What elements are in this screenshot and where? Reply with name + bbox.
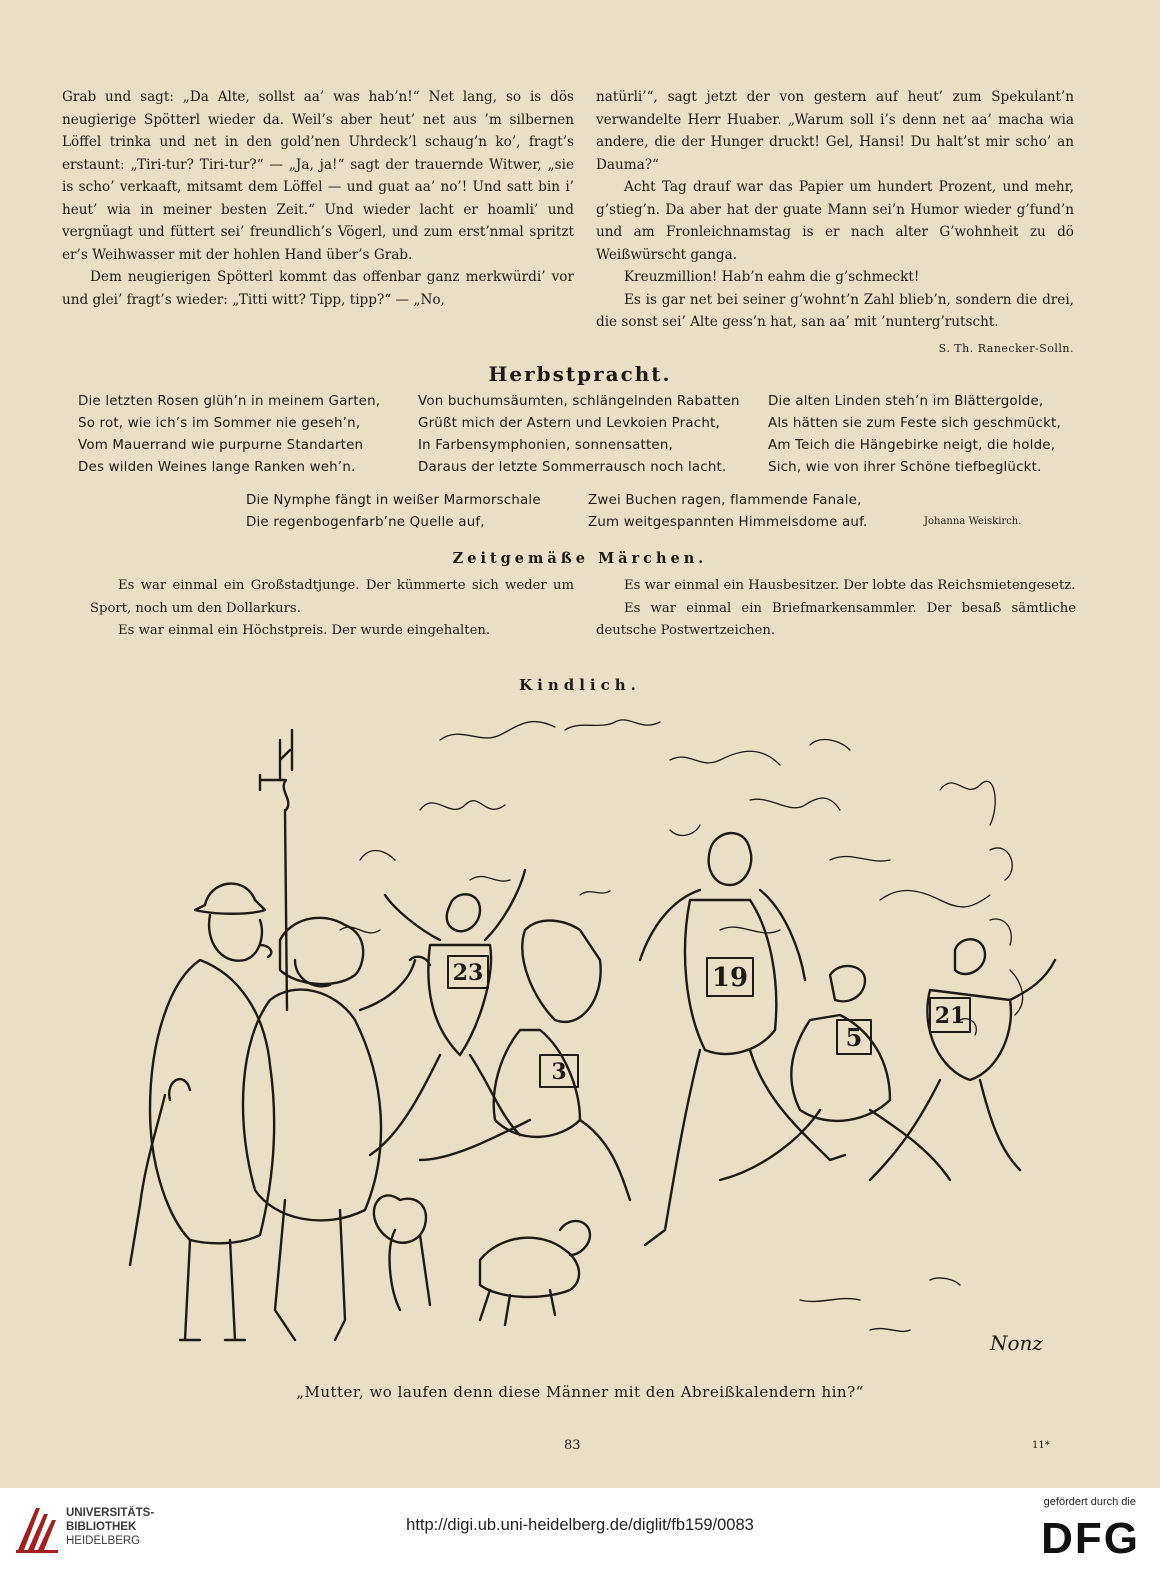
dfg-logo: DFG bbox=[1041, 1514, 1140, 1563]
poem-stanza bbox=[78, 391, 380, 479]
story-paragraph: natürli’“, sagt jetzt der von gestern auf heut’ zum Spekulant’n verwandelte Herr Huaber. „Warum soll i’s denn net aa’ macha wia andere, die der Hunger druckt! Gel, Hansi! Du halt’st mir scho’ an Dauma?“ bbox=[596, 89, 1074, 173]
poem-stanza bbox=[418, 391, 740, 479]
ground-strokes bbox=[800, 1278, 960, 1332]
poem-line: So rot, wie ich’s im Sommer nie geseh’n, bbox=[78, 416, 361, 431]
poem-line: In Farbensymphonien, sonnensatten, bbox=[418, 438, 674, 453]
runner-group bbox=[370, 833, 1055, 1245]
story-paragraph: Acht Tag drauf war das Papier um hundert Prozent, und mehr, g’stieg’n. Da aber hat der guate Mann sei’n Humor wieder g’fund’n und am Fronleichnamstag is er nach alter G’wohnheit zu dö Weißwürscht ganga. bbox=[596, 179, 1074, 263]
bib-number: 19 bbox=[711, 963, 749, 993]
library-name-line: HEIDELBERG bbox=[66, 1535, 141, 1547]
library-name-line: BIBLIOTHEK bbox=[66, 1521, 137, 1533]
printer-signature: 11* bbox=[1032, 1440, 1050, 1451]
poem-line: Am Teich die Hängebirke neigt, die holde, bbox=[768, 438, 1056, 453]
poem-stanza bbox=[246, 490, 541, 534]
fairy-tale: Es war einmal ein Hausbesitzer. Der lobte das Reichsmietengesetz. bbox=[624, 578, 1076, 593]
lamp-post bbox=[260, 730, 292, 1010]
story-paragraph: Dem neugierigen Spötterl kommt das offenbar ganz merkwürdi’ vor und glei’ fragt’s wieder: „Titti witt? Tipp, tipp?“ — „No, bbox=[62, 269, 574, 308]
spectator-man bbox=[130, 884, 274, 1340]
story-column-left bbox=[62, 86, 574, 311]
poem-author: Johanna Weiskirch. bbox=[924, 516, 1022, 527]
bib-number: 5 bbox=[845, 1023, 863, 1052]
footer-bar bbox=[0, 1488, 1160, 1580]
poem-line: Die Nymphe fängt in weißer Marmorschale bbox=[246, 493, 541, 508]
background-crowd-scribbles bbox=[340, 720, 1023, 1035]
story-column-right bbox=[596, 86, 1074, 360]
poem-line: Von buchumsäumten, schlängelnden Rabatten bbox=[418, 394, 740, 409]
race-bibs bbox=[448, 956, 970, 1087]
poem-line: Grüßt mich der Astern und Levkoien Pracht, bbox=[418, 416, 720, 431]
story-paragraph: Es is gar net bei seiner g’wohnt’n Zahl blieb’n, sondern die drei, die sonst sei’ Alte gess’n hat, san aa’ mit ’nunterg’rutscht. bbox=[596, 291, 1074, 330]
cartoon-caption: „Mutter, wo laufen denn diese Männer mit den Abreißkalendern hin?“ bbox=[296, 1383, 864, 1401]
poem-line: Zwei Buchen ragen, flammende Fanale, bbox=[588, 493, 862, 508]
fairy-tales-title: Zeitgemäße Märchen. bbox=[452, 550, 708, 567]
story-author: S. Th. Ranecker-Solln. bbox=[938, 341, 1074, 355]
story-paragraph: Kreuzmillion! Hab’n eahm die g’schmeckt! bbox=[624, 269, 920, 285]
poem-line: Zum weitgespannten Himmelsdome auf. bbox=[588, 515, 868, 530]
cartoon-illustration bbox=[110, 700, 1060, 1370]
page-number: 83 bbox=[564, 1438, 581, 1453]
fairy-tale: Es war einmal ein Briefmarkensammler. Der besaß sämtliche deutsche Postwertzeichen. bbox=[596, 600, 1076, 638]
permalink-url[interactable]: http://digi.ub.uni-heidelberg.de/diglit/fb159/0083 bbox=[406, 1516, 754, 1534]
bib-number: 21 bbox=[934, 1003, 966, 1029]
poem-line: Vom Mauerrand wie purpurne Standarten bbox=[78, 438, 364, 453]
fairy-tales-column-left bbox=[90, 575, 574, 643]
library-name-line: UNIVERSITÄTS- bbox=[66, 1507, 155, 1519]
poem-title: Herbstpracht. bbox=[488, 362, 672, 386]
poem-stanza bbox=[768, 391, 1061, 479]
poem-line: Die letzten Rosen glüh’n in meinem Garten, bbox=[78, 394, 381, 409]
poem-line: Sich, wie von ihrer Schöne tiefbeglückt. bbox=[768, 460, 1042, 475]
story-paragraph: Grab und sagt: „Da Alte, sollst aa’ was hab’n!“ Net lang, so is dös neugierige Spötterl wieder da. Weil’s aber heut’ net aus ’m silbernen Löffel trinka und net in den gold’nen Uhrdeck’l schaug’n ko’, fragt’s erstaunt: „Tiri-tur? Tiri-tur?“ — „Ja, ja!“ sagt der trauernde Witwer, „sie is scho’ verkaaft, mitsamt dem Löffel — und guat aa’ no’! Und satt bin i’ heut’ wia in meiner besten Zeit.“ Und wieder lacht er hoamli’ und vergnüagt und füttert sei’ freundlich’s Vögerl, und zum erst’nmal spritzt er’s Weihwasser mit der hohlen Hand über’s Grab. bbox=[62, 89, 574, 263]
poem-line: Als hätten sie zum Feste sich geschmückt, bbox=[768, 416, 1061, 431]
spectator-mother bbox=[243, 918, 430, 1340]
poem-stanza bbox=[588, 490, 867, 534]
poem-line: Die regenbogenfarb’ne Quelle auf, bbox=[246, 515, 485, 530]
dog bbox=[480, 1221, 590, 1325]
fairy-tale: Es war einmal ein Großstadtjunge. Der kümmerte sich weder um Sport, noch um den Dollarkurs. bbox=[90, 578, 574, 616]
artist-signature: Nonz bbox=[990, 1331, 1043, 1355]
bib-number: 23 bbox=[452, 960, 484, 986]
poem-line: Des wilden Weines lange Ranken weh’n. bbox=[78, 460, 356, 475]
bib-number: 3 bbox=[551, 1059, 567, 1085]
fairy-tale: Es war einmal ein Höchstpreis. Der wurde eingehalten. bbox=[118, 623, 491, 638]
cartoon-title: Kindlich. bbox=[519, 676, 641, 694]
poem-line: Daraus der letzte Sommerrausch noch lacht. bbox=[418, 460, 727, 475]
funding-label: gefördert durch die bbox=[1043, 1496, 1136, 1508]
fairy-tales-column-right bbox=[596, 575, 1076, 643]
poem-line: Die alten Linden steh’n im Blättergolde, bbox=[768, 394, 1044, 409]
